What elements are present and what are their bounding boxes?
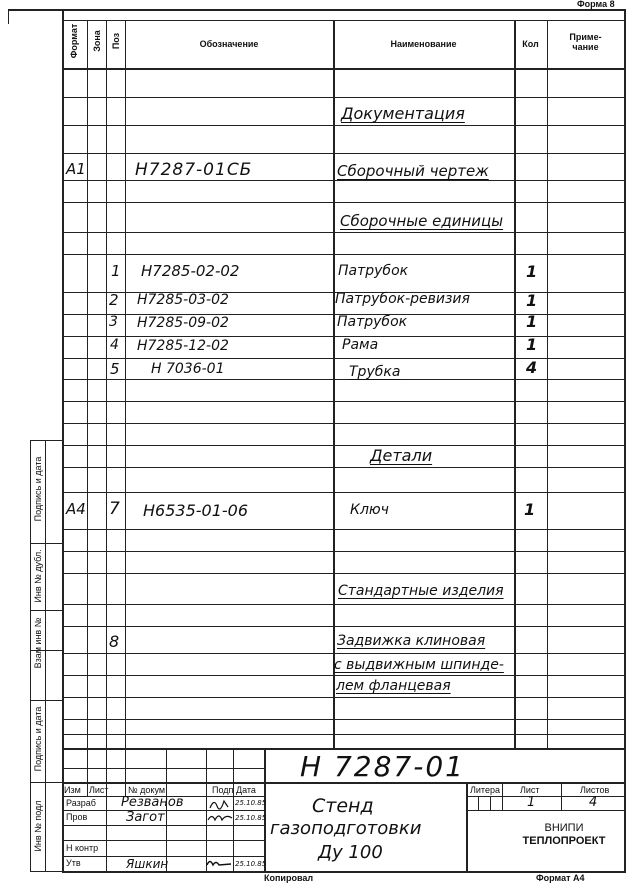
label-sheet: Лист <box>520 785 540 795</box>
side-label-sign-date-2: Подпись и дата <box>33 706 43 772</box>
form-label: Форма 8 <box>577 0 615 9</box>
item-qty: 1 <box>526 312 538 331</box>
item-pos: 5 <box>110 360 120 378</box>
item-designation: Н7285-03-02 <box>137 292 229 308</box>
item-pos: 3 <box>109 314 118 330</box>
signature-checker <box>207 811 233 829</box>
std-name-line1: Задвижка клиновая <box>337 633 486 649</box>
approver-name: Яшкин <box>126 857 169 871</box>
doc-designation: Н7287-01СБ <box>135 160 253 180</box>
item-name: Трубка <box>349 364 401 380</box>
header-note: Приме- чание <box>569 32 602 52</box>
item-name: Патрубок <box>338 263 409 279</box>
document-number: Н 7287-01 <box>300 750 465 783</box>
std-pos: 8 <box>109 632 120 651</box>
item-qty: 4 <box>526 358 538 377</box>
part-qty: 1 <box>524 500 536 519</box>
title-line1: Стенд <box>312 795 374 817</box>
doc-name: Сборочный чертеж <box>337 162 489 180</box>
item-designation: Н7285-02-02 <box>141 262 240 280</box>
role-checker: Пров <box>66 812 88 822</box>
section-parts: Детали <box>370 446 433 465</box>
part-designation: Н6535-01-06 <box>143 501 249 520</box>
header-name: Наименование <box>390 39 457 49</box>
col-change: Изм <box>64 785 81 795</box>
title-line2: газоподготовки <box>270 818 422 839</box>
developer-name: Резванов <box>121 795 184 810</box>
std-name-line3: лем фланцевая <box>336 678 451 694</box>
col-date: Дата <box>236 785 256 795</box>
part-pos: 7 <box>109 499 120 519</box>
sheet-value: 1 <box>527 795 536 810</box>
header-qty: Кол <box>522 39 539 49</box>
item-name: Патрубок-ревизия <box>335 291 470 307</box>
header-designation: Обозначение <box>199 39 259 49</box>
item-pos: 1 <box>111 262 121 280</box>
section-documentation: Документация <box>341 104 465 123</box>
col-doc-no: № докум <box>128 785 166 795</box>
role-approver: Утв <box>66 858 81 868</box>
role-norm-control: Н контр <box>66 843 99 853</box>
item-qty: 1 <box>526 291 538 310</box>
developer-date: 25.10.85 <box>235 799 267 807</box>
std-name-line2: с выдвижным шпинде- <box>334 657 504 673</box>
org-block: ВНИПИ ТЕПЛОПРОЕКТ <box>522 822 606 847</box>
signature-approver <box>206 857 232 875</box>
checker-date: 25.10.85 <box>235 814 267 822</box>
item-pos: 2 <box>109 291 119 309</box>
footer-copied: Копировал <box>264 873 314 883</box>
title-line3: Ду 100 <box>318 842 383 863</box>
section-standard: Стандартные изделия <box>338 583 504 599</box>
side-label-replace-inv: Взам инв № <box>33 617 43 669</box>
col-sheet: Лист <box>89 785 109 795</box>
item-qty: 1 <box>526 335 538 354</box>
role-developer: Разраб <box>66 798 96 808</box>
side-label-sign-date-1: Подпись и дата <box>33 456 43 522</box>
doc-format: А1 <box>66 160 86 178</box>
header-format: Формат <box>69 23 79 59</box>
side-label-dup-inv: Инв № дубл. <box>33 549 43 603</box>
col-sign: Подп <box>212 785 234 795</box>
part-name: Ключ <box>350 502 389 518</box>
item-designation: Н7285-12-02 <box>137 338 229 354</box>
approver-date: 25.10.85 <box>235 860 267 868</box>
item-qty: 1 <box>526 262 538 281</box>
side-label-orig-inv: Инв № подл <box>33 800 43 852</box>
part-format: А4 <box>66 500 86 518</box>
footer-format: Формат А4 <box>536 873 585 883</box>
item-name: Рама <box>342 337 379 353</box>
header-zone: Зона <box>92 30 102 52</box>
section-assembly: Сборочные единицы <box>340 212 504 230</box>
item-designation: Н 7036-01 <box>151 361 225 377</box>
sheets-value: 4 <box>589 795 598 810</box>
item-name: Патрубок <box>337 314 408 330</box>
label-litera: Литера <box>470 785 500 795</box>
checker-name: Загот <box>126 810 165 825</box>
label-sheets: Листов <box>580 785 610 795</box>
item-pos: 4 <box>110 337 119 353</box>
item-designation: Н7285-09-02 <box>137 315 229 331</box>
header-pos: Поз <box>111 32 121 50</box>
